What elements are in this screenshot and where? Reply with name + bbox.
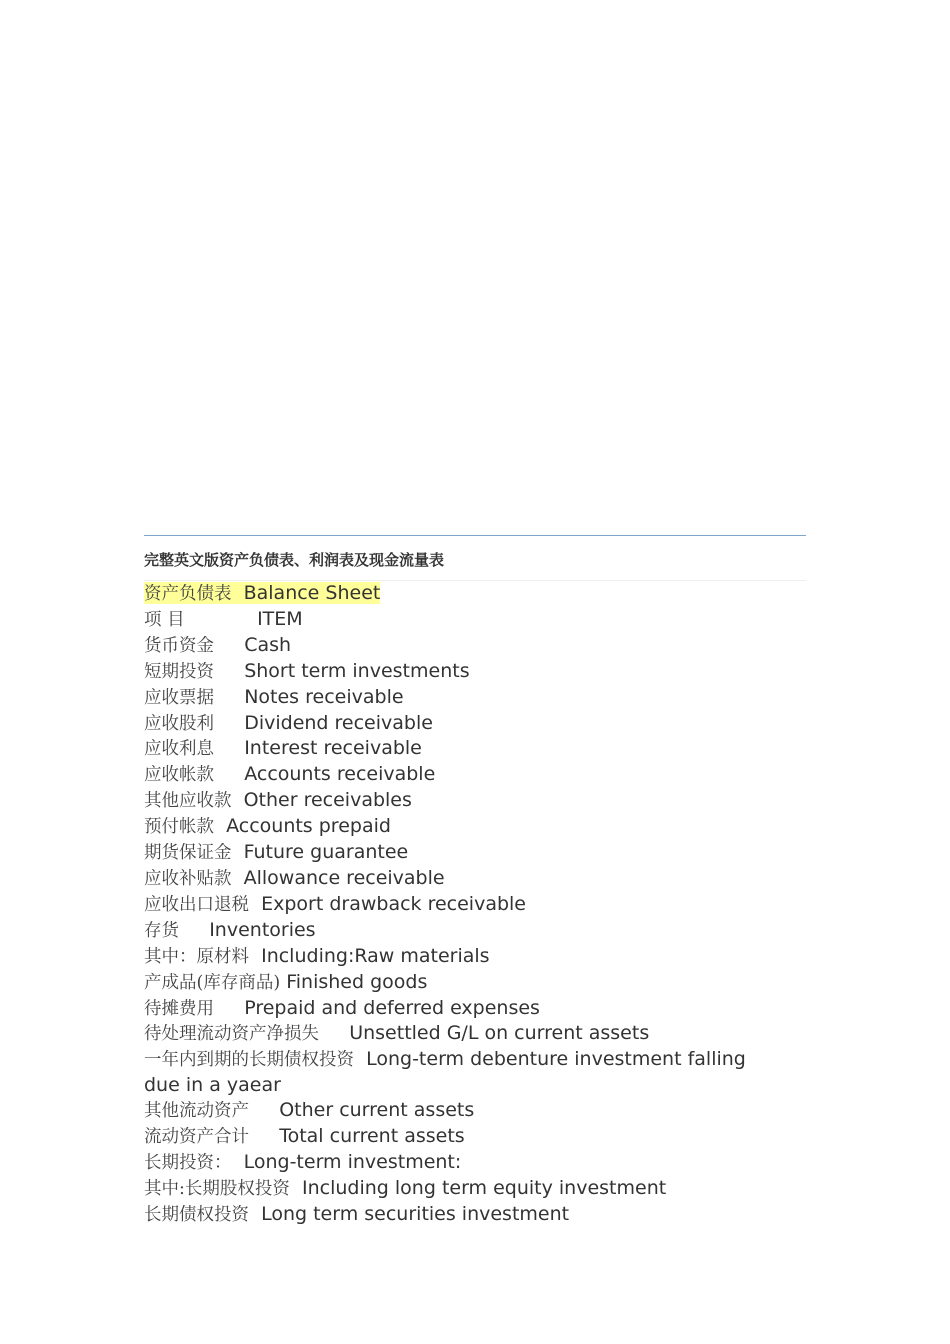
term-en: Short term investments	[244, 659, 470, 682]
gap	[214, 660, 244, 682]
gap	[232, 1151, 244, 1173]
term-zh: 待摊费用	[144, 998, 214, 1019]
gap	[214, 763, 244, 785]
line-item	[144, 711, 784, 737]
term-en: Long-term debenture investment falling due in a yaear	[144, 1048, 746, 1097]
term-en: Notes receivable	[244, 685, 404, 708]
term-en: ITEM	[257, 607, 303, 630]
term-en: Accounts prepaid	[226, 815, 391, 838]
line-item	[144, 633, 784, 659]
term-zh: 其他流动资产	[144, 1101, 249, 1122]
section-heading-balance-sheet	[144, 581, 784, 607]
gap	[214, 737, 244, 759]
line-item	[144, 659, 784, 685]
term-zh: 长期债权投资	[144, 1204, 249, 1225]
line-item	[144, 1124, 784, 1150]
term-en: Other receivables	[243, 789, 412, 812]
line-item	[144, 918, 784, 944]
term-en: Including long term equity investment	[302, 1176, 667, 1199]
line-item	[144, 1098, 784, 1124]
term-en: Long-term investment:	[243, 1150, 462, 1173]
gap	[232, 867, 244, 889]
gap	[319, 1022, 349, 1044]
term-en: Allowance receivable	[243, 866, 445, 889]
term-zh: 应收股利	[144, 713, 214, 734]
term-zh: 一年内到期的长期债权投资	[144, 1050, 354, 1071]
line-item	[144, 866, 784, 892]
term-zh: 其中:长期股权投资	[144, 1178, 290, 1199]
gap	[249, 1125, 279, 1147]
gap	[214, 634, 244, 656]
term-en: Dividend receivable	[244, 711, 433, 734]
line-item	[144, 892, 784, 918]
term-en: Export drawback receivable	[261, 892, 526, 915]
glossary-content	[144, 581, 784, 1228]
gap	[179, 919, 209, 941]
term-zh: 应收利息	[144, 739, 214, 760]
term-en: Inventories	[209, 918, 316, 941]
term-zh: 应收出口退税	[144, 894, 249, 915]
term-en: Including:Raw materials	[261, 944, 490, 967]
term-zh: 货币资金	[144, 635, 214, 656]
term-en: Long term securities investment	[261, 1202, 570, 1225]
term-en: Total current assets	[279, 1125, 465, 1148]
gap	[185, 608, 257, 630]
line-item	[144, 762, 784, 788]
gap	[249, 893, 261, 915]
term-zh: 应收票据	[144, 687, 214, 708]
gap	[232, 582, 244, 604]
line-item	[144, 944, 784, 970]
line-item	[144, 970, 784, 996]
gap	[249, 1203, 261, 1225]
term-en: Future guarantee	[243, 841, 409, 864]
line-item	[144, 840, 784, 866]
line-item	[144, 685, 784, 711]
term-en: Prepaid and deferred expenses	[244, 996, 540, 1019]
gap	[214, 815, 226, 837]
term-en: Unsettled G/L on current assets	[349, 1022, 650, 1045]
term-zh: 流动资产合计	[144, 1127, 249, 1148]
gap	[232, 789, 244, 811]
term-zh: 待处理流动资产净损失	[144, 1024, 319, 1045]
term-zh: 长期投资：	[144, 1152, 232, 1173]
header-rule	[144, 535, 806, 536]
line-item	[144, 1176, 784, 1202]
gap	[354, 1048, 366, 1070]
line-item	[144, 736, 784, 762]
term-zh: 其中：原材料	[144, 946, 249, 967]
gap	[249, 945, 261, 967]
heading-en: Balance Sheet	[243, 582, 381, 604]
line-item	[144, 1202, 784, 1228]
gap	[214, 712, 244, 734]
line-item-wrapped	[144, 1047, 784, 1098]
gap	[232, 841, 244, 863]
term-en: Accounts receivable	[244, 763, 436, 786]
term-zh: 应收补贴款	[144, 868, 232, 889]
document-title: 完整英文版资产负债表、利润表及现金流量表	[144, 551, 445, 569]
gap	[214, 997, 244, 1019]
gap	[214, 686, 244, 708]
term-zh: 其他应收款	[144, 791, 232, 812]
line-item	[144, 607, 784, 633]
line-item	[144, 1021, 784, 1047]
line-item	[144, 788, 784, 814]
term-zh: 应收帐款	[144, 765, 214, 786]
term-zh: 预付帐款	[144, 817, 214, 838]
line-item	[144, 996, 784, 1022]
term-zh: 产成品(库存商品)	[144, 972, 281, 993]
term-en: Other current assets	[279, 1099, 475, 1122]
term-zh: 存货	[144, 920, 179, 941]
term-zh: 期货保证金	[144, 843, 232, 864]
line-item	[144, 1150, 784, 1176]
heading-zh: 资产负债表	[144, 584, 232, 604]
term-en: Cash	[244, 633, 292, 656]
gap	[290, 1177, 302, 1199]
term-zh: 项 目	[144, 609, 185, 630]
term-en: Interest receivable	[244, 737, 422, 760]
term-zh: 短期投资	[144, 661, 214, 682]
line-item	[144, 814, 784, 840]
term-en: Finished goods	[286, 970, 428, 993]
gap	[249, 1099, 279, 1121]
highlighted-heading	[144, 582, 380, 604]
